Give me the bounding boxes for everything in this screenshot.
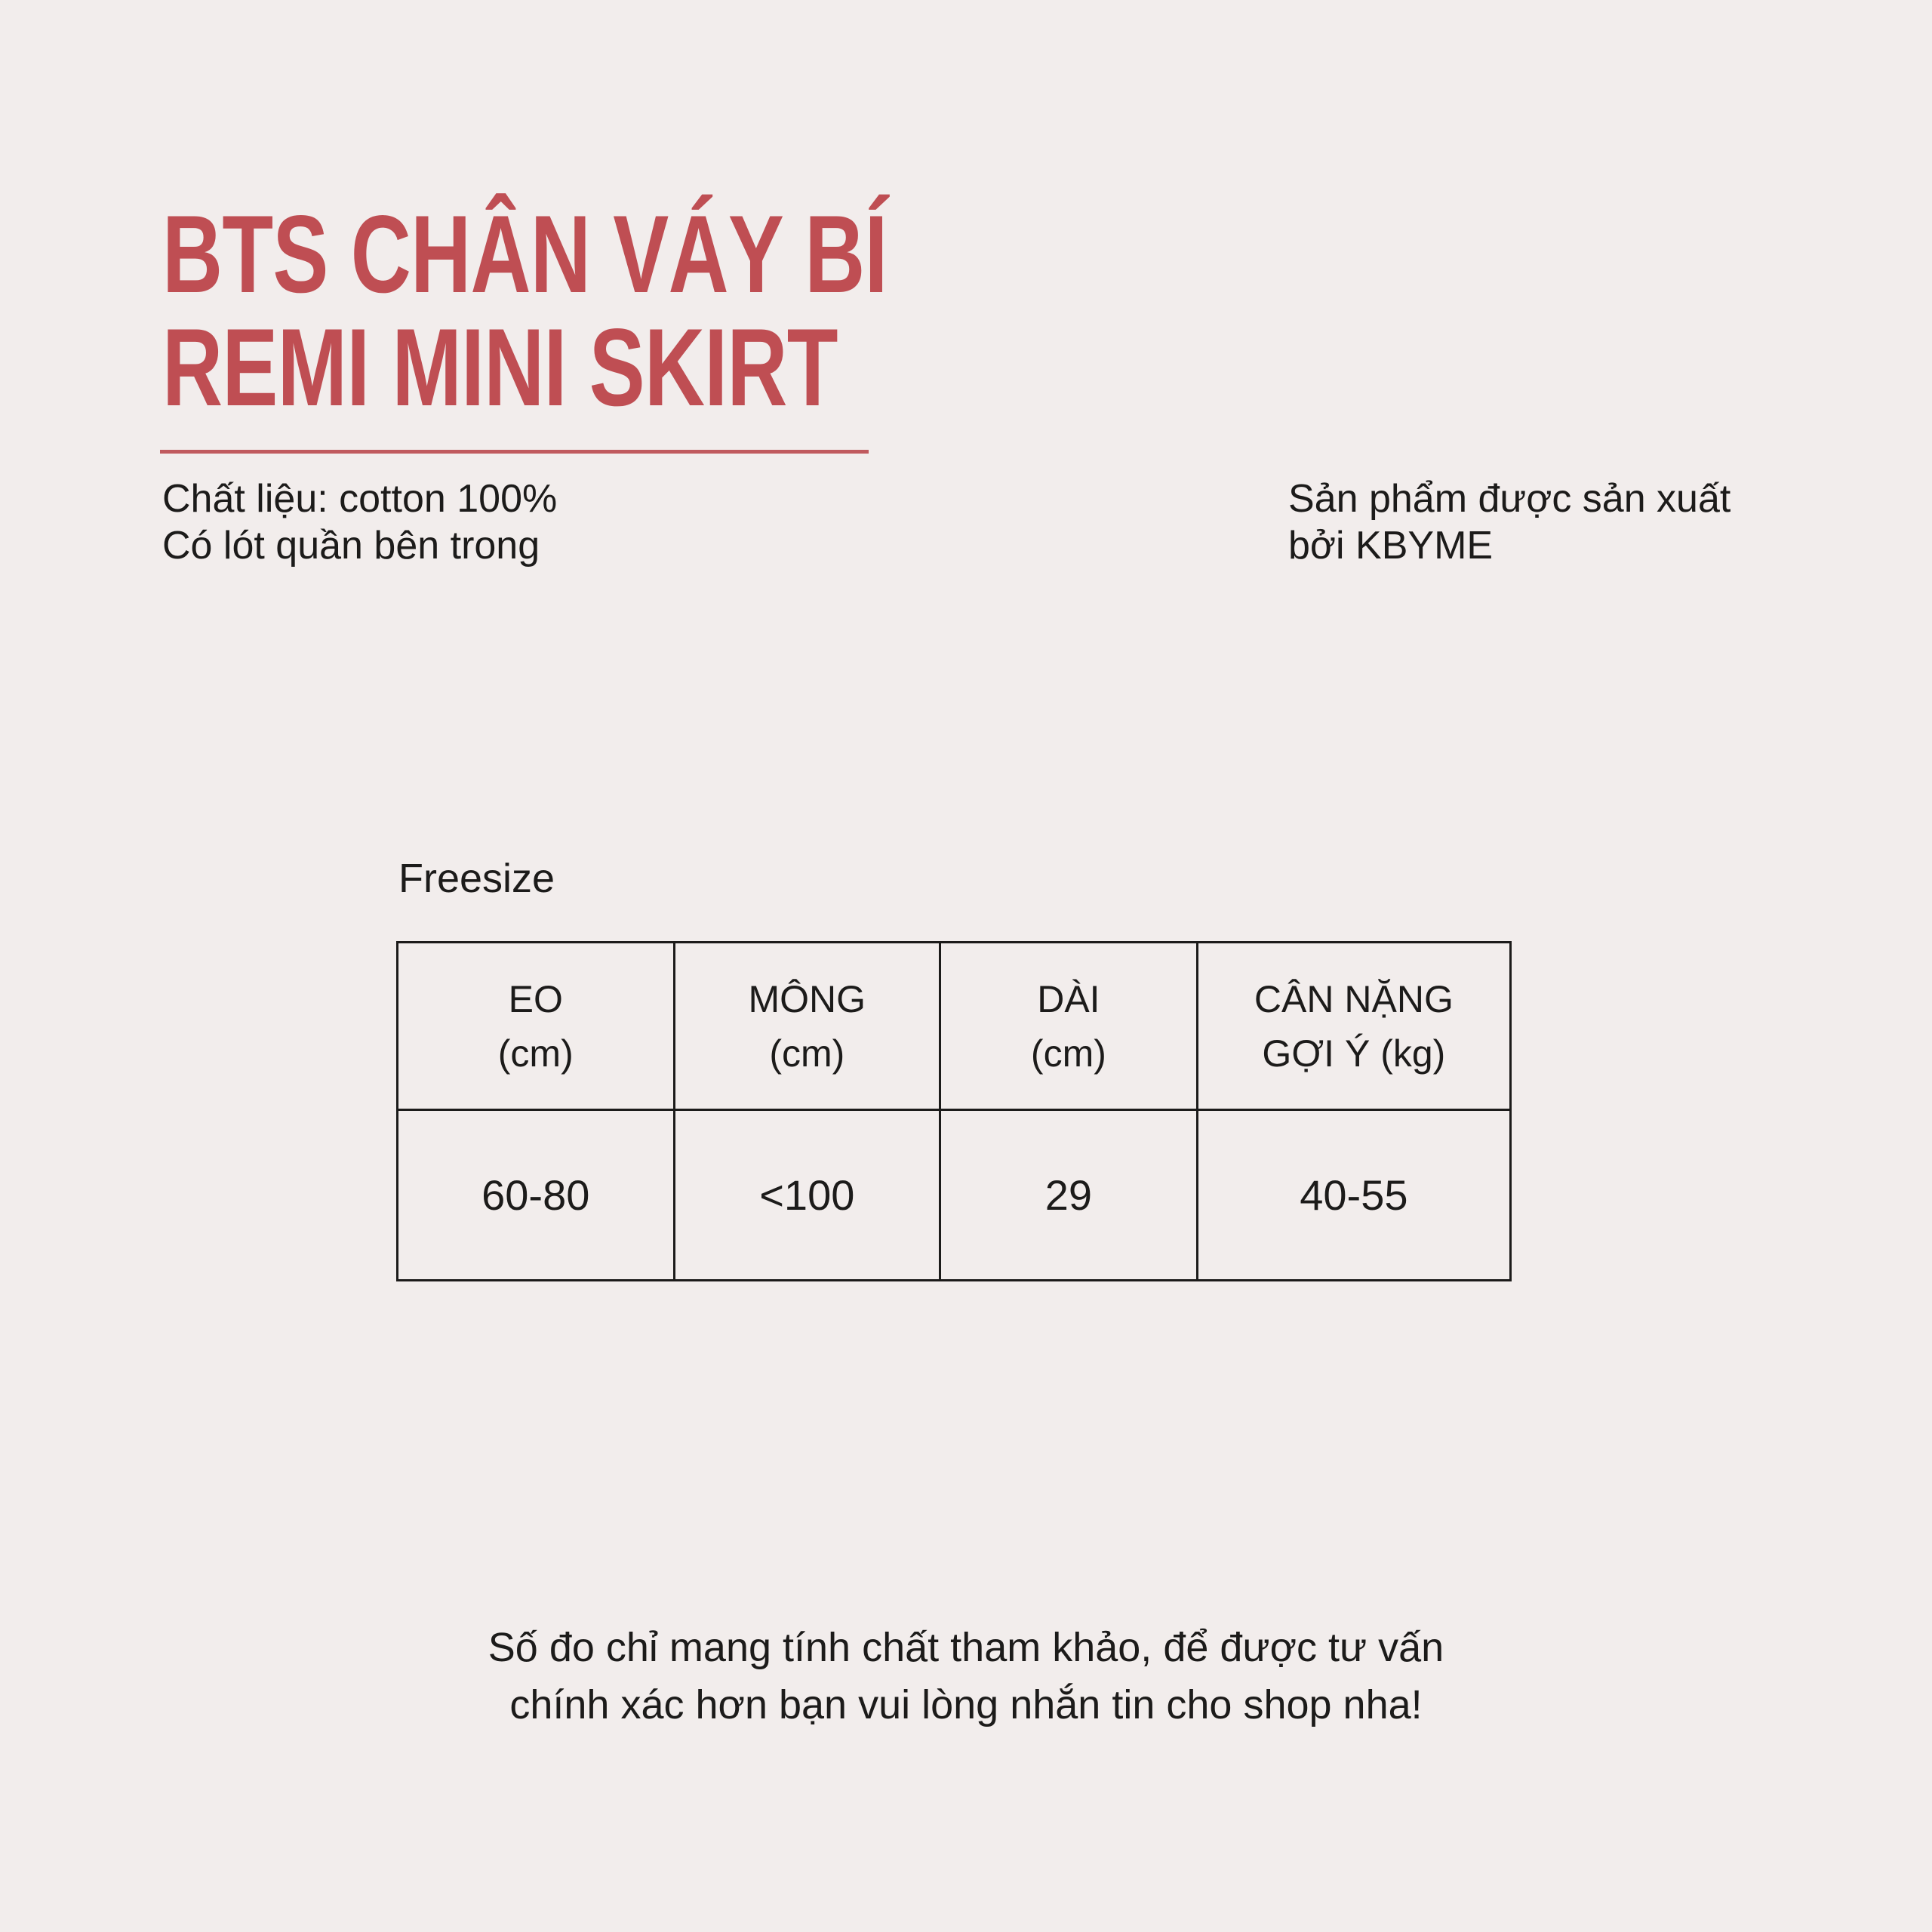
product-title-line-english: REMI MINI SKIRT (162, 306, 838, 429)
header-length-name: DÀI (1037, 977, 1100, 1020)
size-table-header-row (398, 943, 1511, 1110)
manufacturer-line-2: bởi KBYME (1288, 524, 1494, 568)
manufacturer-details (1288, 475, 1730, 569)
product-title (162, 192, 888, 429)
size-table-value-row (398, 1110, 1511, 1281)
header-hip-name: MÔNG (748, 977, 866, 1020)
header-length-unit: (cm) (1030, 1032, 1106, 1075)
value-cell-hip: <100 (674, 1110, 940, 1281)
header-weight-name: CÂN NẶNG (1254, 977, 1454, 1020)
disclaimer-line-1: Số đo chỉ mang tính chất tham khảo, để được tư vấn (488, 1625, 1444, 1670)
value-cell-waist: 60-80 (398, 1110, 675, 1281)
freesize-label: Freesize (398, 856, 555, 901)
header-waist-unit: (cm) (497, 1032, 574, 1075)
disclaimer-line-2: chính xác hơn bạn vui lòng nhắn tin cho shop nha! (509, 1682, 1423, 1727)
value-cell-length: 29 (940, 1110, 1198, 1281)
value-cell-weight: 40-55 (1197, 1110, 1510, 1281)
material-details (162, 475, 557, 569)
header-hip-unit: (cm) (769, 1032, 845, 1075)
header-waist-name: EO (508, 977, 563, 1020)
material-line: Chất liệu: cotton 100% (162, 477, 558, 521)
header-cell-waist (398, 943, 675, 1110)
lining-line: Có lót quần bên trong (162, 524, 540, 568)
header-cell-length (940, 943, 1198, 1110)
disclaimer-note (0, 1619, 1932, 1734)
header-weight-unit: GỢI Ý (kg) (1262, 1032, 1446, 1075)
title-underline-rule (160, 450, 869, 454)
header-cell-hip (674, 943, 940, 1110)
product-title-line-vietnamese: BTS CHÂN VÁY BÍ (162, 192, 888, 315)
header-cell-weight (1197, 943, 1510, 1110)
size-chart-table (396, 941, 1512, 1281)
manufacturer-line-1: Sản phẩm được sản xuất (1288, 477, 1731, 521)
